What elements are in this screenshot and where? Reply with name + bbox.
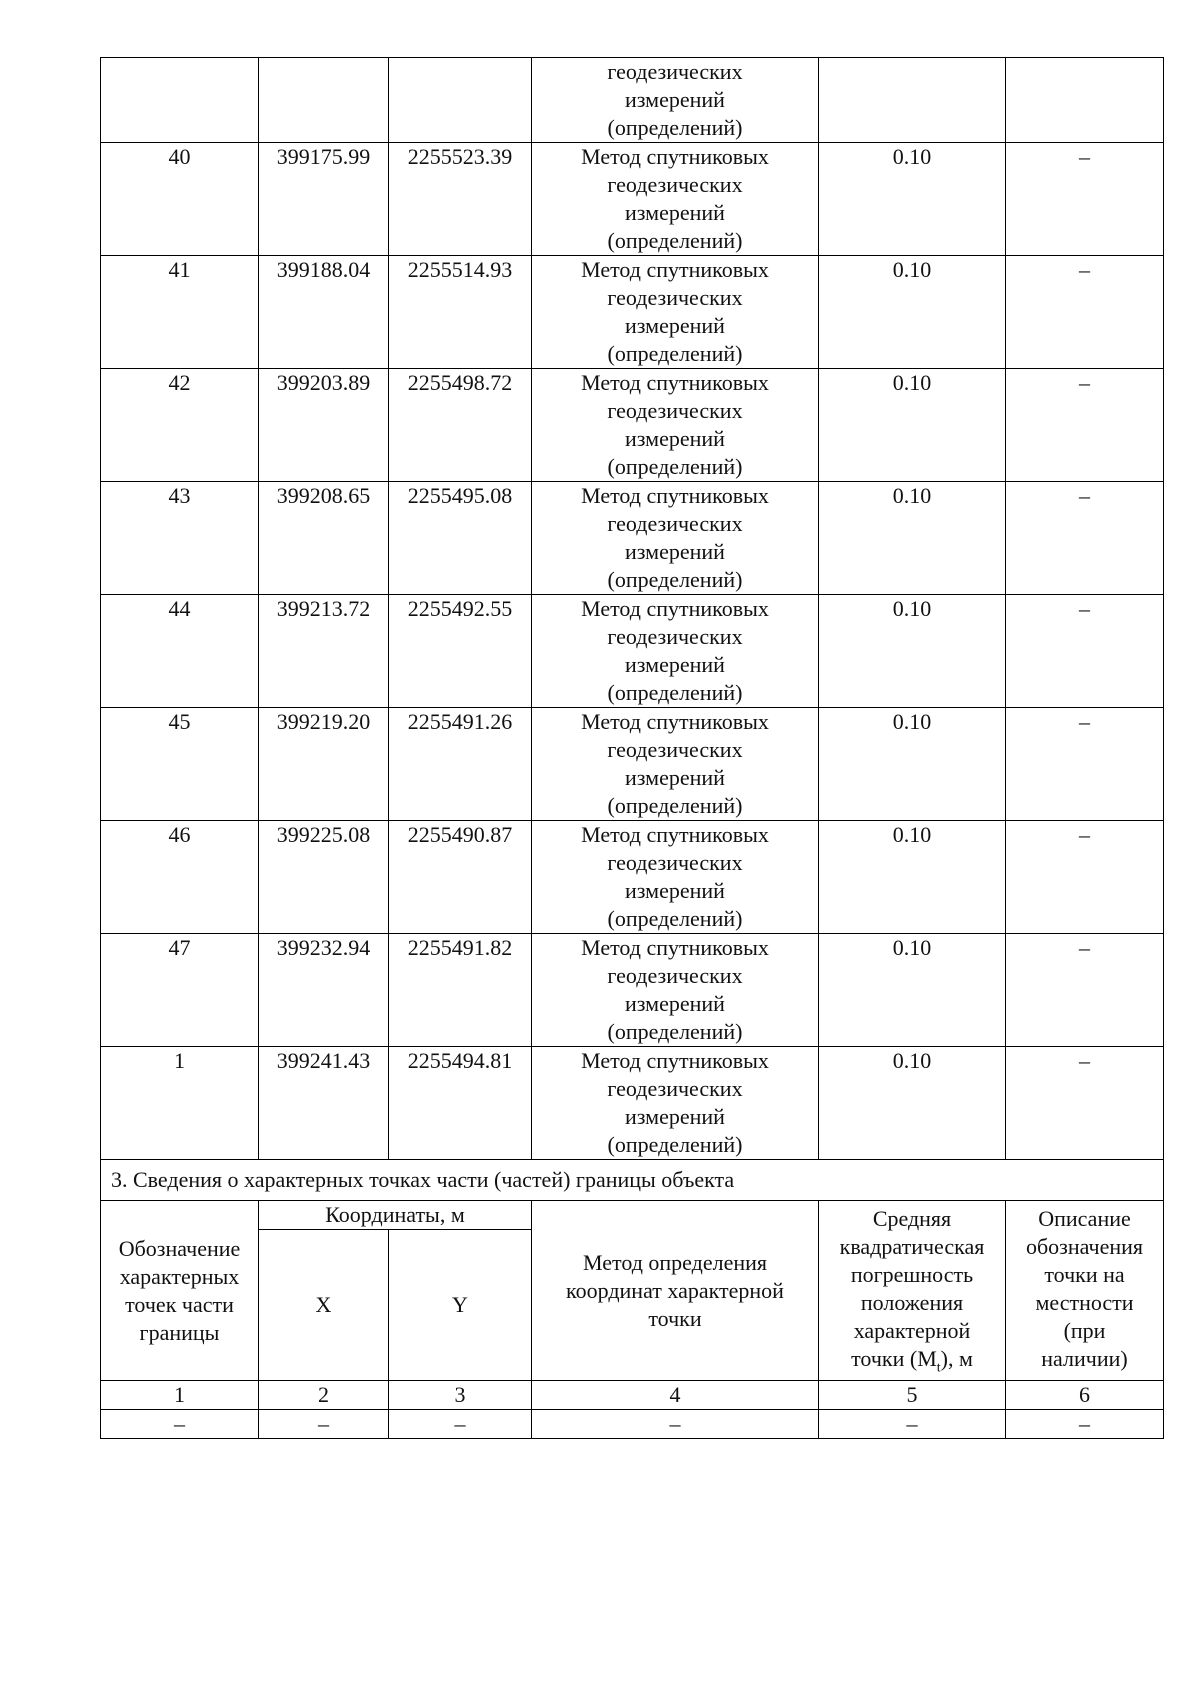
header-description — [1006, 1201, 1164, 1381]
accuracy-cell: 0.10 — [819, 256, 1006, 369]
header-text: точки (M — [851, 1346, 937, 1371]
column-number: 5 — [819, 1381, 1006, 1410]
description-cell: – — [1006, 595, 1164, 708]
y-cell: 2255494.81 — [389, 1047, 532, 1160]
method-line: измерений — [625, 1104, 725, 1129]
y-cell: 2255491.26 — [389, 708, 532, 821]
method-line: измерений — [625, 87, 725, 112]
header-point-designation — [101, 1201, 259, 1381]
description-cell: – — [1006, 256, 1164, 369]
description-cell: – — [1006, 143, 1164, 256]
x-cell: 399188.04 — [259, 256, 389, 369]
y-cell: 2255495.08 — [389, 482, 532, 595]
method-line: (определений) — [607, 454, 743, 479]
table-row — [101, 934, 1164, 1047]
header-line: точки на — [1044, 1262, 1125, 1287]
point-cell: 40 — [101, 143, 259, 256]
dash-cell: – — [1006, 1410, 1164, 1439]
description-cell: – — [1006, 708, 1164, 821]
y-cell: 2255492.55 — [389, 595, 532, 708]
accuracy-cell — [819, 58, 1006, 143]
x-cell: 399241.43 — [259, 1047, 389, 1160]
point-cell: 42 — [101, 369, 259, 482]
method-line: геодезических — [607, 511, 743, 536]
method-line: Метод спутниковых — [581, 370, 769, 395]
y-cell: 2255523.39 — [389, 143, 532, 256]
point-cell: 1 — [101, 1047, 259, 1160]
header-line: обозначения — [1025, 1234, 1144, 1259]
method-line: геодезических — [607, 963, 743, 988]
y-cell: 2255498.72 — [389, 369, 532, 482]
x-cell: 399213.72 — [259, 595, 389, 708]
method-cell — [532, 934, 819, 1047]
accuracy-cell: 0.10 — [819, 143, 1006, 256]
header-line: квадратическая — [839, 1234, 985, 1259]
point-cell: 43 — [101, 482, 259, 595]
header-line: погрешность — [850, 1262, 974, 1287]
header-coordinates: Координаты, м — [259, 1201, 532, 1230]
method-line: (определений) — [607, 567, 743, 592]
header-line: Обозначение — [118, 1235, 241, 1261]
method-cell — [532, 369, 819, 482]
method-line: (определений) — [607, 906, 743, 931]
table-row — [101, 369, 1164, 482]
column-numbers-row — [101, 1381, 1164, 1410]
description-cell — [1006, 58, 1164, 143]
point-cell: 44 — [101, 595, 259, 708]
subscript-t: t — [936, 1360, 941, 1376]
x-cell: 399225.08 — [259, 821, 389, 934]
accuracy-cell: 0.10 — [819, 1047, 1006, 1160]
column-number: 4 — [532, 1381, 819, 1410]
header-line — [823, 1345, 1001, 1376]
method-line: геодезических — [607, 398, 743, 423]
column-number: 2 — [259, 1381, 389, 1410]
method-line: Метод спутниковых — [581, 822, 769, 847]
method-line: измерений — [625, 200, 725, 225]
header-line: координат характерной — [566, 1277, 784, 1303]
method-line: Метод спутниковых — [581, 596, 769, 621]
method-line: (определений) — [607, 228, 743, 253]
method-line: Метод спутниковых — [581, 1048, 769, 1073]
method-line: геодезических — [607, 1076, 743, 1101]
table-row — [101, 595, 1164, 708]
header-x: X — [259, 1230, 389, 1381]
header-line: характерных — [119, 1263, 240, 1289]
point-cell: 46 — [101, 821, 259, 934]
section3-body — [101, 1160, 1164, 1439]
dash-cell: – — [389, 1410, 532, 1439]
method-line: геодезических — [607, 285, 743, 310]
dash-cell: – — [532, 1410, 819, 1439]
method-line: (определений) — [607, 1019, 743, 1044]
dash-cell: – — [819, 1410, 1006, 1439]
method-line: Метод спутниковых — [581, 483, 769, 508]
column-number: 3 — [389, 1381, 532, 1410]
header-line: Описание — [1038, 1206, 1131, 1231]
method-cell — [532, 595, 819, 708]
accuracy-cell: 0.10 — [819, 821, 1006, 934]
method-cell — [532, 1047, 819, 1160]
method-cell — [532, 708, 819, 821]
column-number: 6 — [1006, 1381, 1164, 1410]
method-line: геодезических — [607, 172, 743, 197]
point-cell: 41 — [101, 256, 259, 369]
y-cell: 2255514.93 — [389, 256, 532, 369]
method-line: измерений — [625, 765, 725, 790]
method-line: измерений — [625, 313, 725, 338]
method-line: (определений) — [607, 341, 743, 366]
header-line: границы — [139, 1319, 220, 1345]
y-cell: 2255490.87 — [389, 821, 532, 934]
method-line: (определений) — [607, 115, 743, 140]
accuracy-cell: 0.10 — [819, 369, 1006, 482]
method-cell — [532, 482, 819, 595]
description-cell: – — [1006, 934, 1164, 1047]
dash-cell: – — [259, 1410, 389, 1439]
method-line: Метод спутниковых — [581, 257, 769, 282]
method-line: (определений) — [607, 680, 743, 705]
empty-data-row — [101, 1410, 1164, 1439]
section3-title: 3. Сведения о характерных точках части (частей) границы объекта — [101, 1160, 1164, 1201]
header-accuracy — [819, 1201, 1006, 1381]
table-row — [101, 821, 1164, 934]
table-row — [101, 482, 1164, 595]
accuracy-cell: 0.10 — [819, 934, 1006, 1047]
method-line: измерений — [625, 539, 725, 564]
header-line: положения — [860, 1290, 964, 1315]
boundary-points-table — [100, 57, 1164, 1439]
x-cell: 399208.65 — [259, 482, 389, 595]
method-line: Метод спутниковых — [581, 144, 769, 169]
header-line: Метод определения — [582, 1249, 768, 1275]
header-method — [532, 1201, 819, 1381]
accuracy-cell: 0.10 — [819, 482, 1006, 595]
x-cell — [259, 58, 389, 143]
table-row — [101, 1047, 1164, 1160]
section3-title-row — [101, 1160, 1164, 1201]
header-line: точек части — [125, 1291, 234, 1317]
method-cell — [532, 58, 819, 143]
x-cell: 399232.94 — [259, 934, 389, 1047]
method-line: измерений — [625, 878, 725, 903]
method-cell — [532, 256, 819, 369]
header-line: местности — [1035, 1290, 1134, 1315]
description-cell: – — [1006, 821, 1164, 934]
method-line: геодезических — [607, 624, 743, 649]
table-row — [101, 143, 1164, 256]
accuracy-cell: 0.10 — [819, 595, 1006, 708]
header-text: ), м — [940, 1346, 973, 1371]
method-line: (определений) — [607, 1132, 743, 1157]
x-cell: 399175.99 — [259, 143, 389, 256]
method-line: Метод спутниковых — [581, 709, 769, 734]
method-line: измерений — [625, 426, 725, 451]
accuracy-cell: 0.10 — [819, 708, 1006, 821]
description-cell: – — [1006, 369, 1164, 482]
dash-cell: – — [101, 1410, 259, 1439]
header-line: наличии) — [1041, 1346, 1128, 1371]
table-row — [101, 256, 1164, 369]
header-line: (при — [1063, 1318, 1106, 1343]
description-cell: – — [1006, 482, 1164, 595]
description-cell: – — [1006, 1047, 1164, 1160]
column-number: 1 — [101, 1381, 259, 1410]
y-cell: 2255491.82 — [389, 934, 532, 1047]
method-line: геодезических — [607, 59, 743, 84]
table-row-continuation — [101, 58, 1164, 143]
point-cell — [101, 58, 259, 143]
header-line: точки — [648, 1305, 702, 1331]
method-line: (определений) — [607, 793, 743, 818]
header-line: характерной — [853, 1318, 971, 1343]
method-line: геодезических — [607, 737, 743, 762]
point-cell: 45 — [101, 708, 259, 821]
table-row — [101, 708, 1164, 821]
method-cell — [532, 143, 819, 256]
header-line: Средняя — [872, 1206, 952, 1231]
method-line: геодезических — [607, 850, 743, 875]
method-line: Метод спутниковых — [581, 935, 769, 960]
method-line: измерений — [625, 991, 725, 1016]
x-cell: 399203.89 — [259, 369, 389, 482]
x-cell: 399219.20 — [259, 708, 389, 821]
header-y: Y — [389, 1230, 532, 1381]
section3-header-row — [101, 1201, 1164, 1230]
points-table-body — [101, 58, 1164, 1160]
method-cell — [532, 821, 819, 934]
point-cell: 47 — [101, 934, 259, 1047]
method-line: измерений — [625, 652, 725, 677]
y-cell — [389, 58, 532, 143]
